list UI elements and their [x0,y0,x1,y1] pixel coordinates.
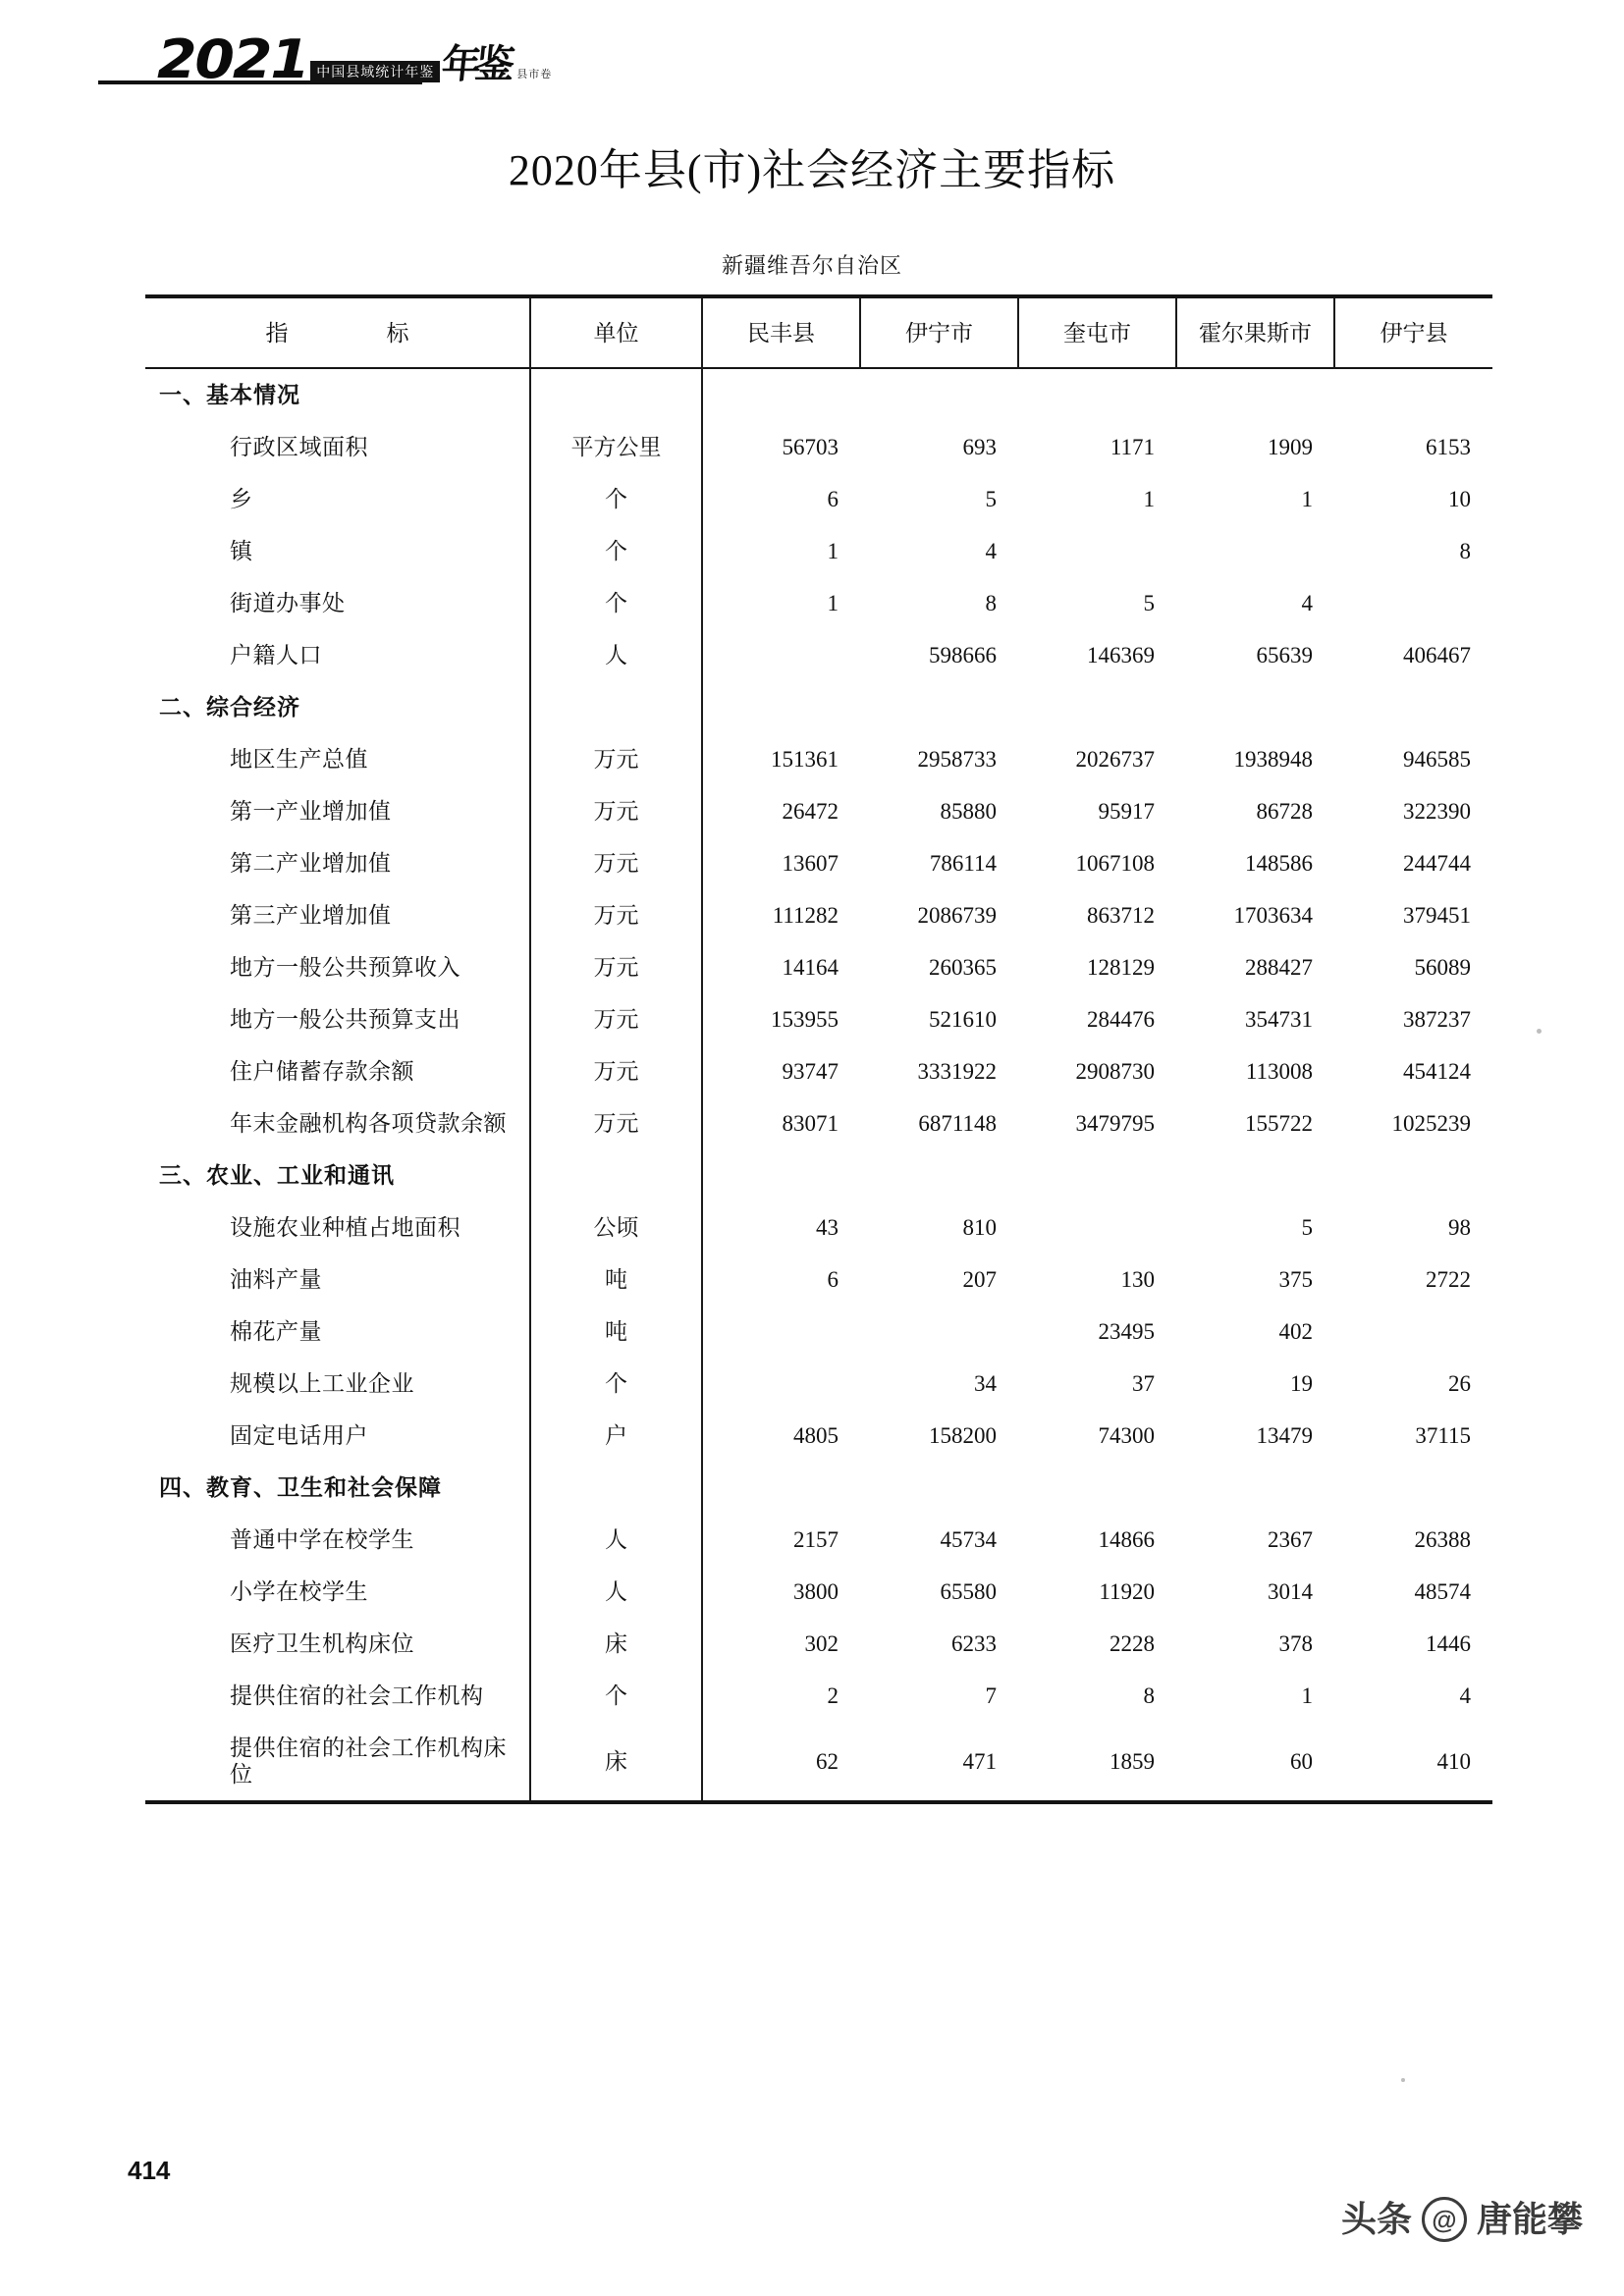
value-cell: 65639 [1256,643,1313,667]
value-cell [1334,1462,1492,1514]
value-cell: 1 [702,525,860,577]
value-cell: 65580 [940,1579,997,1604]
table-row [145,629,1492,681]
unit-cell: 平方公里 [530,421,702,473]
value-cell: 98 [1448,1215,1471,1240]
value-cell: 2908730 [1075,1059,1155,1084]
value-cell [1334,1306,1492,1358]
indicator-label: 一、基本情况 [159,382,300,407]
value-cell: 56089 [1414,955,1471,980]
value-cell [702,681,860,733]
indicator-label: 第一产业增加值 [230,799,392,824]
value-cell: 86728 [1256,799,1313,824]
rule-cell [1018,1802,1176,1804]
column-header-kuitun: 奎屯市 [1018,296,1176,368]
table-row [145,1618,1492,1670]
value-cell: 2228 [1110,1631,1155,1656]
indicator-label: 二、综合经济 [159,694,300,720]
unit-cell: 万元 [530,1097,702,1149]
value-cell: 2 [702,1670,860,1722]
value-cell: 207 [962,1267,997,1292]
column-header-minfeng: 民丰县 [702,296,860,368]
value-cell [860,368,1018,421]
value-cell: 284476 [1087,1007,1155,1032]
unit-cell [530,368,702,421]
value-cell [702,1462,860,1514]
table-header-row [145,296,1492,368]
yearbook-logo [157,28,553,90]
unit-cell: 人 [530,1514,702,1566]
value-cell: 48574 [1414,1579,1471,1604]
value-cell: 148586 [1245,851,1313,876]
value-cell: 158200 [929,1423,997,1448]
column-header-yining-county: 伊宁县 [1334,296,1492,368]
unit-cell: 吨 [530,1254,702,1306]
value-cell: 43 [702,1201,860,1254]
value-cell: 1067108 [1075,851,1155,876]
value-cell: 5 [985,487,997,511]
unit-cell: 万元 [530,837,702,889]
table-section-row [145,368,1492,421]
indicator-label: 提供住宿的社会工作机构床位 [230,1735,507,1787]
table-row [145,1201,1492,1254]
value-cell: 598666 [929,643,997,667]
unit-cell: 个 [530,1358,702,1410]
indicator-label: 第三产业增加值 [230,903,392,928]
value-cell: 1 [1301,1683,1313,1708]
value-cell: 146369 [1087,643,1155,667]
value-cell [860,1462,1018,1514]
value-cell [860,1306,1018,1358]
table-row [145,1722,1492,1802]
value-cell: 454124 [1403,1059,1471,1084]
column-header-huoerguosi: 霍尔果斯市 [1176,296,1334,368]
value-cell [702,1306,860,1358]
unit-cell: 户 [530,1410,702,1462]
indicator-label: 行政区域面积 [230,435,368,459]
table-section-row [145,681,1492,733]
value-cell: 521610 [929,1007,997,1032]
statistics-table [145,294,1492,1804]
value-cell [1334,368,1492,421]
column-header-unit: 单位 [530,296,702,368]
value-cell: 4 [1459,1683,1471,1708]
table-bottom-rule [145,1802,1492,1804]
unit-cell: 个 [530,473,702,525]
unit-cell: 个 [530,577,702,629]
value-cell: 93747 [702,1045,860,1097]
table-row [145,1514,1492,1566]
value-cell: 37115 [1415,1423,1471,1448]
logo-sub-text: 县市卷 [516,69,553,80]
value-cell: 5 [1301,1215,1313,1240]
value-cell: 1938948 [1233,747,1313,772]
value-cell: 10 [1448,487,1471,511]
value-cell: 85880 [940,799,997,824]
unit-cell: 床 [530,1722,702,1802]
value-cell: 83071 [702,1097,860,1149]
watermark-author-label: 唐能攀 [1476,2199,1583,2239]
value-cell: 1171 [1110,435,1155,459]
value-cell [1334,577,1492,629]
value-cell: 810 [962,1215,997,1240]
rule-cell [1334,1802,1492,1804]
table-row [145,785,1492,837]
unit-cell: 个 [530,1670,702,1722]
table-row [145,1254,1492,1306]
value-cell: 946585 [1403,747,1471,772]
statistics-table-wrapper [145,294,1492,1804]
value-cell: 1859 [1110,1748,1155,1774]
table-row [145,993,1492,1045]
value-cell: 379451 [1403,903,1471,928]
table-section-row [145,1149,1492,1201]
table-section-row [145,1462,1492,1514]
page-header [0,0,1624,108]
value-cell: 260365 [929,955,997,980]
value-cell: 378 [1278,1631,1313,1656]
region-subtitle: 新疆维吾尔自治区 [721,253,902,278]
value-cell: 11920 [1099,1579,1155,1604]
value-cell: 3014 [1268,1579,1313,1604]
value-cell: 13607 [702,837,860,889]
table-row [145,837,1492,889]
table-row [145,1670,1492,1722]
table-row [145,1045,1492,1097]
value-cell [1334,681,1492,733]
unit-cell: 万元 [530,993,702,1045]
value-cell: 23495 [1098,1319,1155,1344]
unit-cell: 个 [530,525,702,577]
value-cell [1018,525,1176,577]
value-cell: 410 [1436,1748,1471,1774]
value-cell: 786114 [929,851,997,876]
value-cell: 128129 [1087,955,1155,980]
value-cell: 8 [985,591,997,615]
value-cell: 4 [985,539,997,563]
value-cell: 13479 [1256,1423,1313,1448]
indicator-label: 医疗卫生机构床位 [230,1631,414,1656]
table-head [145,296,1492,368]
value-cell: 4 [1301,591,1313,615]
value-cell: 111282 [702,889,860,941]
logo-brush-text: 年鉴 [439,42,512,87]
value-cell [1176,1462,1334,1514]
table-row [145,525,1492,577]
indicator-label: 油料产量 [230,1267,322,1292]
table-row [145,1358,1492,1410]
value-cell: 302 [702,1618,860,1670]
table-row [145,1306,1492,1358]
value-cell: 244744 [1403,851,1471,876]
value-cell: 26 [1448,1371,1471,1396]
rule-cell [1176,1802,1334,1804]
table-row [145,941,1492,993]
value-cell: 6 [702,473,860,525]
value-cell: 34 [974,1371,997,1396]
value-cell: 2026737 [1075,747,1155,772]
value-cell [1018,1149,1176,1201]
value-cell: 354731 [1245,1007,1313,1032]
value-cell: 74300 [1098,1423,1155,1448]
unit-cell: 万元 [530,1045,702,1097]
column-header-indicator [145,296,530,368]
page-number: 414 [128,2156,171,2185]
value-cell: 37 [1132,1371,1155,1396]
value-cell: 7 [985,1683,997,1708]
value-cell: 95917 [1098,799,1155,824]
value-cell: 153955 [702,993,860,1045]
value-cell: 1025239 [1391,1111,1471,1136]
value-cell: 375 [1278,1267,1313,1292]
indicator-label: 街道办事处 [230,591,346,615]
logo-banner-text: 中国县域统计年鉴 [310,61,440,82]
value-cell: 2086739 [917,903,997,928]
unit-cell: 万元 [530,941,702,993]
column-header-indicator-label: 指 标 [265,321,427,346]
value-cell: 2157 [702,1514,860,1566]
value-cell: 1909 [1268,435,1313,459]
table-row [145,889,1492,941]
table-row [145,473,1492,525]
value-cell [1176,525,1334,577]
value-cell [860,1149,1018,1201]
value-cell: 693 [962,435,997,459]
value-cell [1176,368,1334,421]
unit-cell: 万元 [530,785,702,837]
indicator-label: 第二产业增加值 [230,851,392,876]
value-cell: 1 [1301,487,1313,511]
indicator-label: 地区生产总值 [230,747,368,772]
watermark-source-label: 头条 [1340,2199,1412,2239]
page-title: 2020年县(市)社会经济主要指标 [508,146,1116,194]
value-cell: 8 [1143,1683,1155,1708]
table-row [145,1097,1492,1149]
value-cell: 45734 [940,1527,997,1552]
indicator-label: 乡 [230,487,253,511]
value-cell: 2722 [1426,1267,1471,1292]
value-cell: 19 [1290,1371,1313,1396]
rule-cell [530,1802,702,1804]
unit-cell [530,1149,702,1201]
table-row [145,1566,1492,1618]
indicator-label: 地方一般公共预算收入 [230,955,460,980]
value-cell: 406467 [1403,643,1471,667]
indicator-label: 镇 [230,539,253,563]
value-cell [860,681,1018,733]
value-cell [1018,1462,1176,1514]
value-cell: 60 [1290,1748,1313,1774]
unit-cell: 床 [530,1618,702,1670]
value-cell [1018,368,1176,421]
column-header-yining-city: 伊宁市 [860,296,1018,368]
unit-cell: 吨 [530,1306,702,1358]
value-cell: 151361 [702,733,860,785]
value-cell [1176,1149,1334,1201]
value-cell: 56703 [702,421,860,473]
indicator-label: 四、教育、卫生和社会保障 [159,1474,442,1500]
value-cell: 1 [702,577,860,629]
value-cell: 6233 [951,1631,997,1656]
value-cell [1018,1201,1176,1254]
table-row [145,733,1492,785]
watermark [1341,2197,1583,2242]
value-cell: 26472 [702,785,860,837]
indicator-label: 棉花产量 [230,1319,322,1344]
unit-cell [530,1462,702,1514]
indicator-label: 设施农业种植占地面积 [230,1215,460,1240]
value-cell: 402 [1278,1319,1313,1344]
unit-cell: 万元 [530,889,702,941]
at-icon: @ [1422,2197,1467,2242]
indicator-label: 普通中学在校学生 [230,1527,414,1552]
value-cell [702,1149,860,1201]
value-cell: 1446 [1426,1631,1471,1656]
indicator-label: 住户储蓄存款余额 [230,1059,414,1084]
scan-speck [1537,1029,1542,1034]
table-row [145,1410,1492,1462]
unit-cell: 万元 [530,733,702,785]
value-cell: 3331922 [917,1059,997,1084]
indicator-label: 户籍人口 [230,643,322,667]
value-cell: 155722 [1245,1111,1313,1136]
rule-cell [145,1802,530,1804]
value-cell: 288427 [1245,955,1313,980]
unit-cell: 人 [530,1566,702,1618]
value-cell: 387237 [1403,1007,1471,1032]
value-cell: 4805 [702,1410,860,1462]
value-cell: 62 [702,1722,860,1802]
value-cell [702,629,860,681]
value-cell: 1 [1143,487,1155,511]
unit-cell: 人 [530,629,702,681]
unit-cell [530,681,702,733]
indicator-label: 固定电话用户 [230,1423,368,1448]
table-body [145,368,1492,1804]
value-cell: 26388 [1414,1527,1471,1552]
value-cell [1334,1149,1492,1201]
value-cell: 130 [1120,1267,1155,1292]
table-row [145,577,1492,629]
rule-cell [860,1802,1018,1804]
value-cell: 5 [1143,591,1155,615]
indicator-label: 提供住宿的社会工作机构 [230,1683,484,1708]
indicator-label: 年末金融机构各项贷款余额 [230,1111,507,1136]
value-cell: 6153 [1426,435,1471,459]
value-cell: 3800 [702,1566,860,1618]
unit-cell: 公顷 [530,1201,702,1254]
indicator-label: 规模以上工业企业 [230,1371,414,1396]
logo-year-text: 2021 [157,28,308,90]
indicator-label: 三、农业、工业和通讯 [159,1162,395,1188]
value-cell [1176,681,1334,733]
indicator-label: 小学在校学生 [230,1579,368,1604]
value-cell: 471 [962,1748,997,1774]
value-cell: 8 [1459,539,1471,563]
value-cell: 14866 [1098,1527,1155,1552]
value-cell: 113008 [1245,1059,1313,1084]
value-cell: 14164 [702,941,860,993]
scan-speck [1401,2078,1405,2082]
value-cell: 1703634 [1233,903,1313,928]
value-cell: 322390 [1403,799,1471,824]
value-cell [702,1358,860,1410]
value-cell: 2367 [1268,1527,1313,1552]
indicator-label: 地方一般公共预算支出 [230,1007,460,1032]
value-cell [1018,681,1176,733]
value-cell: 6871148 [918,1111,997,1136]
value-cell: 6 [702,1254,860,1306]
value-cell [702,368,860,421]
rule-cell [702,1802,860,1804]
value-cell: 2958733 [917,747,997,772]
value-cell: 863712 [1087,903,1155,928]
table-row [145,421,1492,473]
value-cell: 3479795 [1075,1111,1155,1136]
